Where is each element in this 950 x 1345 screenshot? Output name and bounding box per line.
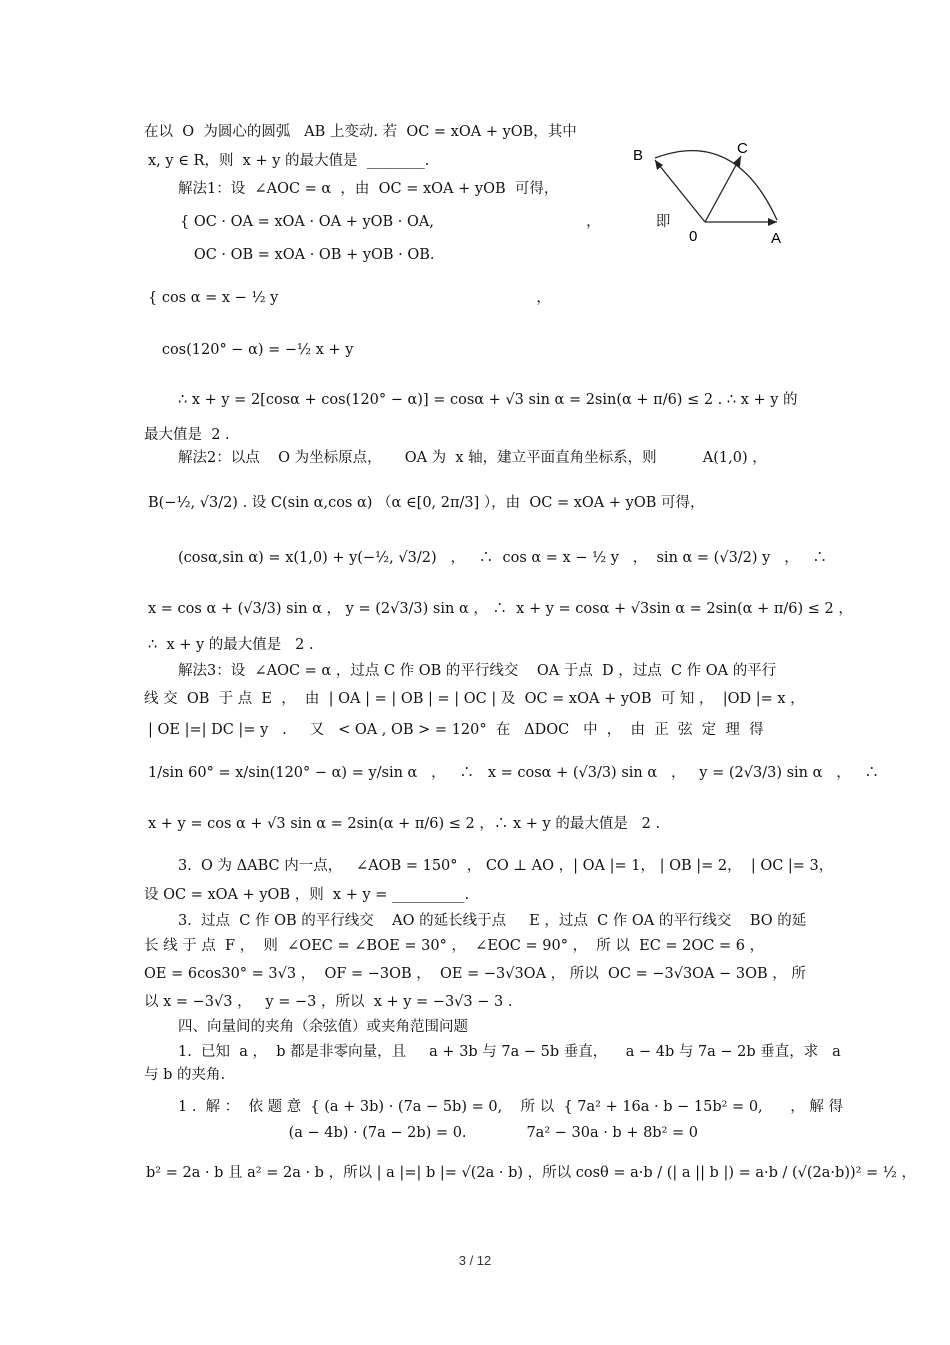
- text-line: b² = 2a · b 且 a² = 2a · b ，所以 | a |=| b |= √(2a · b) ，所以 cosθ = a·b / (| a || b |) = a·b / (√(2a·b))² = ½ ，: [146, 1165, 916, 1181]
- text-line: | OE |=| DC |= y . 又 < OA , OB > = 120° 在 ΔDOC 中 ， 由 正 弦 定 理 得: [148, 722, 764, 738]
- text-line: cos(120° − α) = −½ x + y: [148, 342, 354, 358]
- text-line: OE = 6cos30° = 3√3 ， OF = −3OB ， OE = −3√3OA ， 所以 OC = −3√3OA − 3OB ， 所: [144, 966, 806, 982]
- text-line: 最大值是 2 .: [144, 427, 230, 443]
- text-line: B(−½, √3/2) . 设 C(sin α,cos α) （α ∈[0, 2π/3] ），由 OC = xOA + yOB 可得，: [148, 495, 705, 511]
- text-line: 以 x = −3√3 ， y = −3 ，所以 x + y = −3√3 − 3 .: [144, 994, 513, 1010]
- arc-vector-figure: [625, 138, 795, 248]
- text-line: (a − 4b) · (7a − 2b) = 0. 7a² − 30a · b + 8b² = 0: [178, 1125, 698, 1141]
- text-line: 与 b 的夹角.: [144, 1067, 226, 1083]
- text-line: { cos α = x − ½ y ，: [148, 290, 551, 306]
- vector-ob: [655, 160, 705, 222]
- text-line: 1. 已知 a ， b 都是非零向量，且 a + 3b 与 7a − 5b 垂直， a − 4b 与 7a − 2b 垂直，求 a: [178, 1044, 841, 1060]
- text-line: 在以 O 为圆心的圆弧 AB 上变动. 若 OC = xOA + yOB，其中: [144, 124, 577, 140]
- label-o: 0: [689, 228, 698, 245]
- text-line: 解法3：设 ∠AOC = α ，过点 C 作 OB 的平行线交 OA 于点 D ，过点 C 作 OA 的平行: [178, 663, 777, 679]
- text-line: 1 . 解 ： 依 题 意 { (a + 3b) · (7a − 5b) = 0, 所 以 { 7a² + 16a · b − 15b² = 0, ， 解 得: [178, 1099, 844, 1115]
- text-line: ∴ x + y = 2[cosα + cos(120° − α)] = cosα + √3 sin α = 2sin(α + π/6) ≤ 2 . ∴ x + y 的: [178, 392, 798, 408]
- vector-oc: [705, 156, 741, 222]
- text-line: ∴ x + y 的最大值是 2 .: [148, 637, 314, 653]
- label-c: C: [737, 140, 748, 157]
- text-line: x = cos α + (√3/3) sin α ， y = (2√3/3) sin α ， ∴ x + y = cosα + √3sin α = 2sin(α + π/6) ≤ 2 ，: [148, 601, 853, 617]
- page-number: 3 / 12: [458, 1253, 492, 1268]
- text-line: x, y ∈ R，则 x + y 的最大值是 ________.: [148, 153, 430, 169]
- text-line: 四、向量间的夹角（余弦值）或夹角范围问题: [178, 1019, 468, 1035]
- text-line: (cosα,sin α) = x(1,0) + y(−½, √3/2) ， ∴ cos α = x − ½ y ， sin α = (√3/2) y ， ∴: [178, 550, 828, 566]
- text-line: 解法1：设 ∠AOC = α ，由 OC = xOA + yOB 可得，: [178, 181, 559, 197]
- label-b: B: [633, 147, 644, 164]
- text-line: x + y = cos α + √3 sin α = 2sin(α + π/6) ≤ 2 ，∴ x + y 的最大值是 2 .: [148, 816, 661, 832]
- text-line: 3. 过点 C 作 OB 的平行线交 AO 的延长线于点 E ，过点 C 作 OA 的平行线交 BO 的延: [178, 913, 807, 929]
- text-line: 解法2：以点 O 为坐标原点， OA 为 x 轴，建立平面直角坐标系，则 A(1,0) ，: [178, 450, 767, 466]
- text-line: 长 线 于 点 F ， 则 ∠OEC = ∠BOE = 30° ， ∠EOC = 90° ， 所 以 EC = 2OC = 6 ，: [144, 938, 765, 954]
- text-line: 1/sin 60° = x/sin(120° − α) = y/sin α ， ∴ x = cosα + (√3/3) sin α ， y = (2√3/3) sin α ， ∴: [148, 765, 880, 781]
- label-a: A: [771, 230, 782, 247]
- text-line: { OC · OA = xOA · OA + yOB · OA, ， 即: [180, 214, 671, 230]
- text-line: 3. O 为 ΔABC 内一点， ∠AOB = 150° ， CO ⊥ AO ，| OA |= 1， | OB |= 2， | OC |= 3，: [178, 858, 834, 874]
- arc-ab: [655, 151, 777, 220]
- text-line: 线 交 OB 于 点 E ， 由 | OA | = | OB | = | OC | 及 OC = xOA + yOB 可 知 ， |OD |= x ，: [144, 691, 805, 707]
- arrow-head-a: [768, 218, 777, 226]
- text-line: OC · OB = xOA · OB + yOB · OB.: [180, 247, 435, 263]
- text-line: 设 OC = xOA + yOB ，则 x + y = __________.: [144, 887, 470, 903]
